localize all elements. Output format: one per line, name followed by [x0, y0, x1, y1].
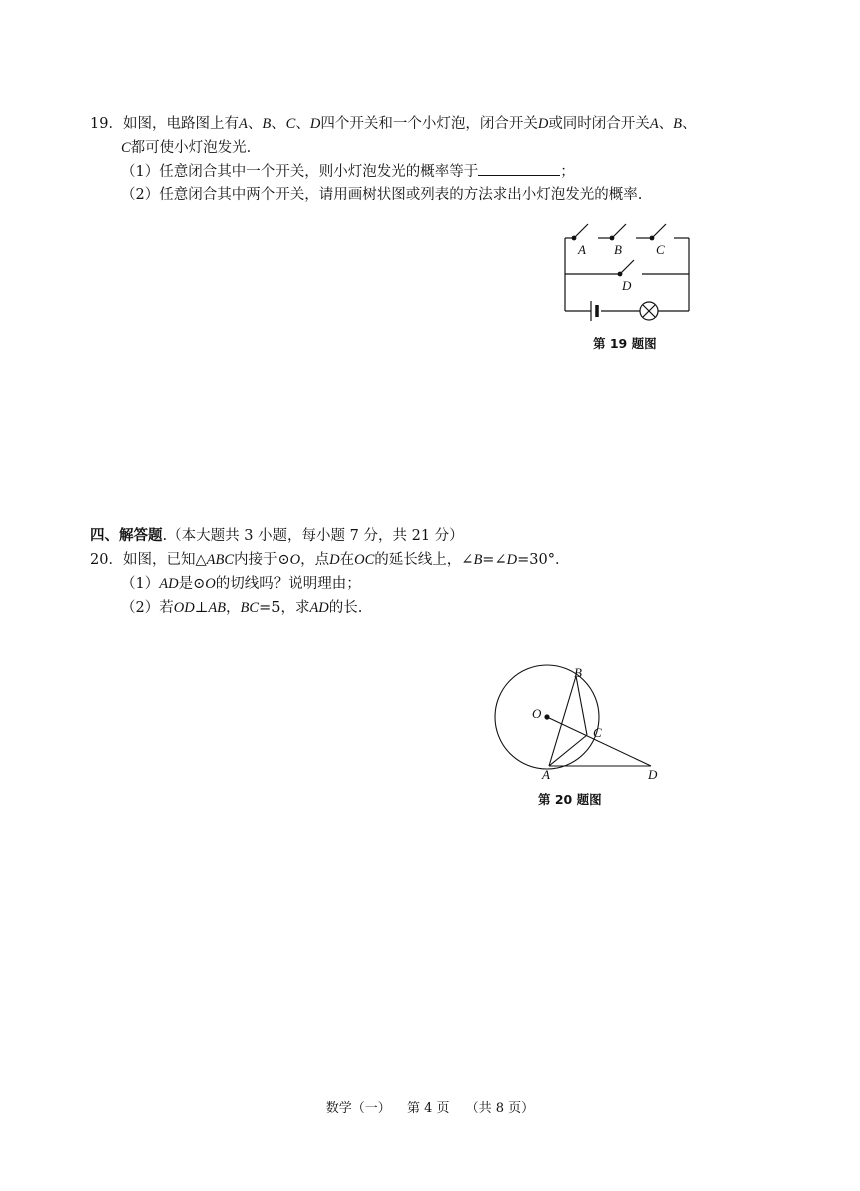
q20-part2: （2）若OD⊥AB，BC=5，求AD的长. [121, 600, 363, 616]
q20-number: 20． [90, 552, 123, 568]
section-detail: .（本大题共 3 小题，每小题 7 分，共 21 分） [162, 528, 464, 544]
point-label-b: B [574, 665, 582, 680]
point-label-d: D [648, 767, 658, 782]
point-label-c: C [593, 725, 602, 740]
switch-label-b: B [614, 242, 622, 257]
q20-line1: 20．如图，已知△ABC内接于⊙O，点D在OC的延长线上，∠B=∠D=30°． [90, 552, 570, 568]
q19-line1: 19．如图，电路图上有A、B、C、D四个开关和一个小灯泡，闭合开关D或同时闭合开关A、B、 [90, 116, 697, 132]
point-label-a: A [542, 767, 550, 782]
footer-page: 第 4 页 [406, 1101, 450, 1116]
switch-label-c: C [656, 242, 665, 257]
answer-blank [478, 161, 560, 176]
switch-label-a: A [578, 242, 586, 257]
q19-number: 19． [90, 116, 123, 132]
section-4-heading [90, 526, 464, 546]
switch-label-d: D [622, 278, 632, 293]
q19-line2: C都可使小灯泡发光． [121, 140, 262, 156]
page-footer [0, 1097, 860, 1116]
figure-19-caption: 第 19 题图 [593, 336, 657, 351]
q19-part1: （1）任意闭合其中一个开关，则小灯泡发光的概率等于 ； [121, 161, 575, 182]
point-label-o: O [532, 706, 542, 721]
q19-part2: （2）任意闭合其中两个开关，请用画树状图或列表的方法求出小灯泡发光的概率. [121, 187, 643, 203]
footer-total: （共 8 页） [465, 1101, 535, 1116]
geometry-figure [490, 666, 670, 786]
q20-part1: （1）AD是⊙O的切线吗？说明理由； [121, 576, 361, 592]
circuit-diagram [560, 216, 710, 326]
figure-20-caption: 第 20 题图 [538, 792, 602, 807]
section-title: 四、解答题 [90, 528, 163, 544]
footer-subject: 数学（一） [325, 1101, 391, 1116]
